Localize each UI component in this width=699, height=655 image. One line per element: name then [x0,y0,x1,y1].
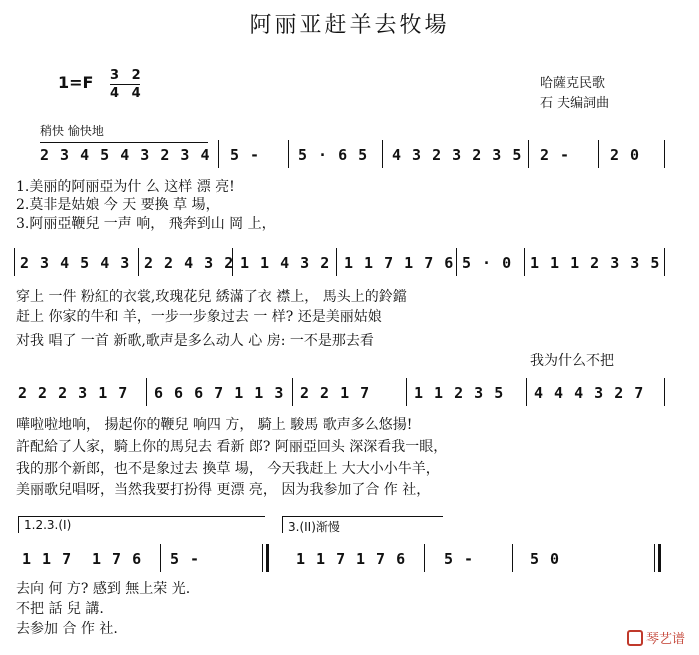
measure-1: 2 3 4 5 4 3 [20,254,131,272]
barline [528,140,529,168]
measure-1: 1 1 7 [22,550,73,568]
volta-label: 3.(II)渐慢 [288,520,340,534]
lyric-line: 美丽歌兒唱呀，当然我要打扮得 更漂 亮， 因为我参加了合 作 社， [16,482,431,498]
lyric-line: 对我 唱了 一首 新歌,歌声是多么动人 心 房: 一不是那去看 [16,333,374,349]
measure-6: 1 1 1 2 3 3 5 [530,254,661,272]
page-title: 阿丽亚赶羊去牧場 [249,13,450,38]
measure-1: 2 3 4 5 4 3 2 3 4 [40,146,211,164]
barline [512,544,513,572]
lyric-line: 去向 何 方? 感到 無上荣 光. [16,581,191,597]
measure-3b: 1 7 6 [356,550,407,568]
measure-3: 5 · 6 5 [298,146,369,164]
lyric-line: 3.阿丽亞鞭兒 一声 响， 飛奔到山 岡 上， [16,216,276,232]
lyric-line: 2.莫非是姑娘 今 天 要換 草 場， [16,197,220,213]
measure-2: 5 - [170,550,201,568]
measure-6: 2 0 [610,146,641,164]
measure-3: 2 2 1 7 [300,384,371,402]
barline [288,140,289,168]
measure-5: 5 · 0 [462,254,513,272]
final-barline-thick [658,544,661,572]
barline [336,248,337,276]
origin-credit: 哈薩克民歌 [540,76,606,91]
barline [598,140,599,168]
barline [160,544,161,572]
key-signature: 1=F [58,73,94,92]
measure-5: 5 0 [530,550,561,568]
measure-3: 1 1 7 [296,550,347,568]
repeat-barline-thick [266,544,269,572]
barline [664,140,665,168]
lyric-line: 嘩啦啦地响， 揚起你的鞭兒 响四 方， 騎上 駿馬 歌声多么悠揚! [16,417,413,433]
measure-3: 1 1 4 3 2 [240,254,331,272]
meter-divider [110,84,140,85]
lyric-line: 我为什么不把 [530,353,614,369]
measure-5: 4 4 4 3 2 7 [534,384,645,402]
barline [146,378,147,406]
barline [232,248,233,276]
barline [424,544,425,572]
repeat-barline [262,544,263,572]
lyric-line: 許配給了人家，騎上你的馬兒去 看新 郎? 阿丽亞回头 深深看我一眼， [16,439,448,455]
measure-2: 6 6 6 7 1 1 3 [154,384,285,402]
watermark-text: 琴艺谱 [645,632,685,647]
piano-logo-icon [627,630,643,646]
slur [40,142,208,143]
measure-2: 2 2 4 3 2 [144,254,235,272]
barline [292,378,293,406]
meter-bottom: 4 4 [110,86,145,101]
measure-1: 2 2 2 3 1 7 [18,384,129,402]
tempo-marking: 稍快 愉快地 [40,124,104,138]
barline [456,248,457,276]
measure-4: 1 1 7 1 7 6 [344,254,455,272]
measure-4: 1 1 2 3 5 [414,384,505,402]
measure-5: 2 - [540,146,571,164]
measure-2: 5 - [230,146,261,164]
barline [382,140,383,168]
measure-1b: 1 7 6 [92,550,143,568]
final-barline [654,544,655,572]
lyric-line: 赶上 你家的牛和 羊，一步一步象过去 一 样? 还是美丽姑娘 [16,309,382,325]
arranger-credit: 石 夫编詞曲 [540,96,610,111]
lyric-line: 穿上 一件 粉紅的衣裳,玫瑰花兒 綉滿了衣 襟上， 馬头上的鈴鐺 [16,289,407,305]
measure-4: 5 - [444,550,475,568]
meter-top: 3 2 [110,68,145,83]
lyric-line: 去参加 合 作 社. [16,621,118,637]
barline [138,248,139,276]
barline [524,248,525,276]
lyric-line: 1.美丽的阿丽亞为什 么 这样 漂 亮! [16,179,235,195]
barline [526,378,527,406]
time-signature [110,68,145,101]
volta-label: 1.2.3.(I) [24,518,72,532]
barline [664,248,665,276]
lyric-line: 我的那个新郎，也不是象过去 換草 場， 今天我赶上 大大小小牛羊， [16,461,440,477]
barline [664,378,665,406]
lyric-line: 不把 話 兒 講. [16,601,104,617]
barline [218,140,219,168]
barline [406,378,407,406]
barline [14,248,15,276]
watermark-logo [627,628,685,647]
measure-4: 4 3 2 3 2 3 5 [392,146,523,164]
